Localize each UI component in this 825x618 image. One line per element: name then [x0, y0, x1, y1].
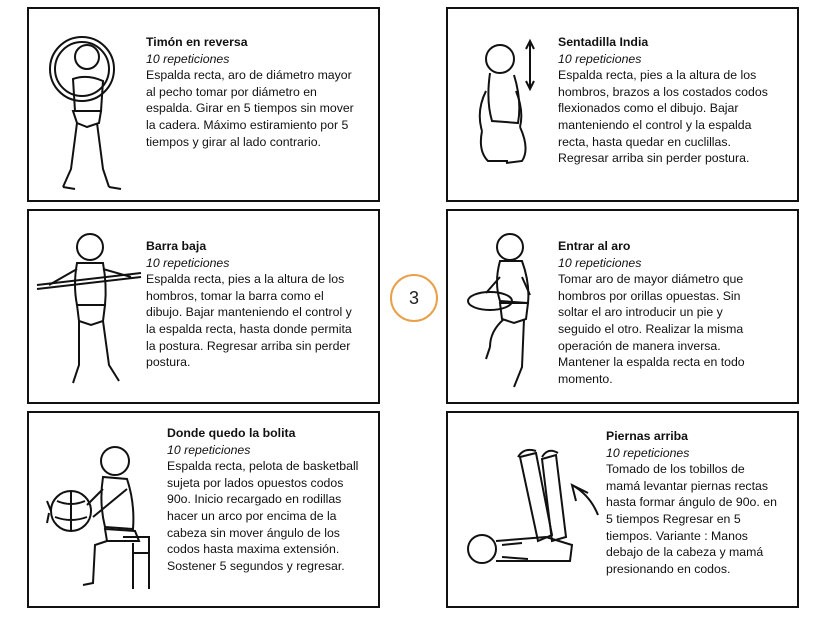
exercise-line: 5 tiempos Regresar en 5	[606, 511, 741, 526]
exercise-card-aro	[446, 209, 799, 404]
exercise-reps: 10 repeticiones	[606, 445, 690, 460]
exercise-line: recta, hasta quedar en cuclillas.	[558, 134, 731, 149]
exercise-line: tiempos y girar al lado contrario.	[146, 134, 321, 149]
exercise-line: Espalda recta, aro de diámetro mayor	[146, 68, 352, 83]
exercise-line: presionando en codos.	[606, 561, 731, 576]
exercise-reps: 10 repeticiones	[167, 442, 251, 457]
exercise-line: mamá levantar piernas rectas	[606, 478, 768, 493]
exercise-line: debajo de la cabeza y mamá	[606, 545, 764, 560]
exercise-line: Tomar aro de mayor diámetro que	[558, 272, 744, 287]
exercise-title: Timón en reversa	[146, 35, 248, 49]
exercise-reps: 10 repeticiones	[146, 255, 230, 270]
exercise-line: hacer un arco por encima de la	[167, 508, 337, 523]
exercise-line: Tomado de los tobillos de	[606, 462, 745, 477]
exercise-line: hombros, brazos a los costados codos	[558, 84, 768, 99]
exercise-line: Mantener la espalda recta en todo	[558, 355, 745, 370]
exercise-line: la espalda recta, hasta donde permita	[146, 321, 352, 336]
exercise-card-barra	[27, 209, 380, 404]
exercise-text	[146, 34, 376, 150]
exercise-title: Sentadilla India	[558, 35, 649, 49]
exercise-title: Donde quedo la bolita	[167, 426, 296, 440]
exercise-line: Sostener 5 segundos y regresar.	[167, 558, 345, 573]
exercise-line: Espalda recta, pies a la altura de los	[558, 68, 757, 83]
child-stepping-into-hoop-illustration	[460, 227, 556, 397]
exercise-reps: 10 repeticiones	[558, 255, 642, 270]
exercise-text	[146, 238, 378, 371]
page-number-badge: 3	[390, 274, 438, 322]
exercise-line: Espalda recta, pelota de basketball	[167, 459, 359, 474]
exercise-text	[558, 34, 794, 167]
exercise-line: Regresar arriba sin perder postura.	[558, 151, 750, 166]
exercise-reps: 10 repeticiones	[146, 51, 230, 66]
exercise-text	[558, 238, 794, 387]
child-with-hoop-illustration	[37, 19, 137, 199]
exercise-line: sujeta por lados opuestos codos	[167, 475, 344, 490]
exercise-line: tiempos. Variante : Manos	[606, 528, 748, 543]
exercise-line: flexionados como el dibujo. Bajar	[558, 101, 739, 116]
exercise-line: manteniendo el control y la espalda	[558, 117, 752, 132]
exercise-line: operación de manera inversa.	[558, 338, 721, 353]
exercise-line: cabeza sin mover ángulo de los	[167, 525, 340, 540]
exercise-card-sentadilla	[446, 7, 799, 202]
exercise-line: codos hasta maxima extensión.	[167, 542, 340, 557]
exercise-title: Entrar al aro	[558, 239, 631, 253]
exercise-title: Barra baja	[146, 239, 207, 253]
child-lying-legs-up-illustration	[462, 445, 612, 585]
exercise-line: la postura. Regresar arriba sin perder	[146, 338, 351, 353]
exercise-card-bolita	[27, 411, 380, 608]
child-squatting-illustration	[458, 31, 558, 181]
exercise-reps: 10 repeticiones	[558, 51, 642, 66]
exercise-line: Espalda recta, pies a la altura de los	[146, 272, 345, 287]
exercise-line: seguido el otro. Realizar la misma	[558, 321, 744, 336]
child-seated-with-ball-illustration	[43, 433, 165, 593]
exercise-line: la cadera. Máximo estiramiento por 5	[146, 117, 349, 132]
exercise-line: momento.	[558, 371, 613, 386]
exercise-line: espalda. Girar en 5 tiempos sin mover	[146, 101, 354, 116]
exercise-line: hombros por orillas opuestas. Sin	[558, 288, 741, 303]
exercise-line: soltar el aro introducir un pie y	[558, 305, 723, 320]
exercise-text	[167, 425, 378, 574]
exercise-line: postura.	[146, 355, 191, 370]
exercise-line: hasta formar ángulo de 90o. en	[606, 495, 777, 510]
exercise-title: Piernas arriba	[606, 429, 689, 443]
exercise-line: al pecho tomar por diámetro en	[146, 84, 317, 99]
exercise-line: dibujo. Bajar manteniendo el control y	[146, 305, 352, 320]
exercise-card-timon	[27, 7, 380, 202]
exercise-card-piernas	[446, 411, 799, 608]
exercise-line: hombros, tomar la barra como el	[146, 288, 324, 303]
child-with-bar-illustration	[35, 225, 145, 395]
exercise-text	[606, 428, 796, 577]
exercise-line: 90o. Inicio recargado en rodillas	[167, 492, 342, 507]
